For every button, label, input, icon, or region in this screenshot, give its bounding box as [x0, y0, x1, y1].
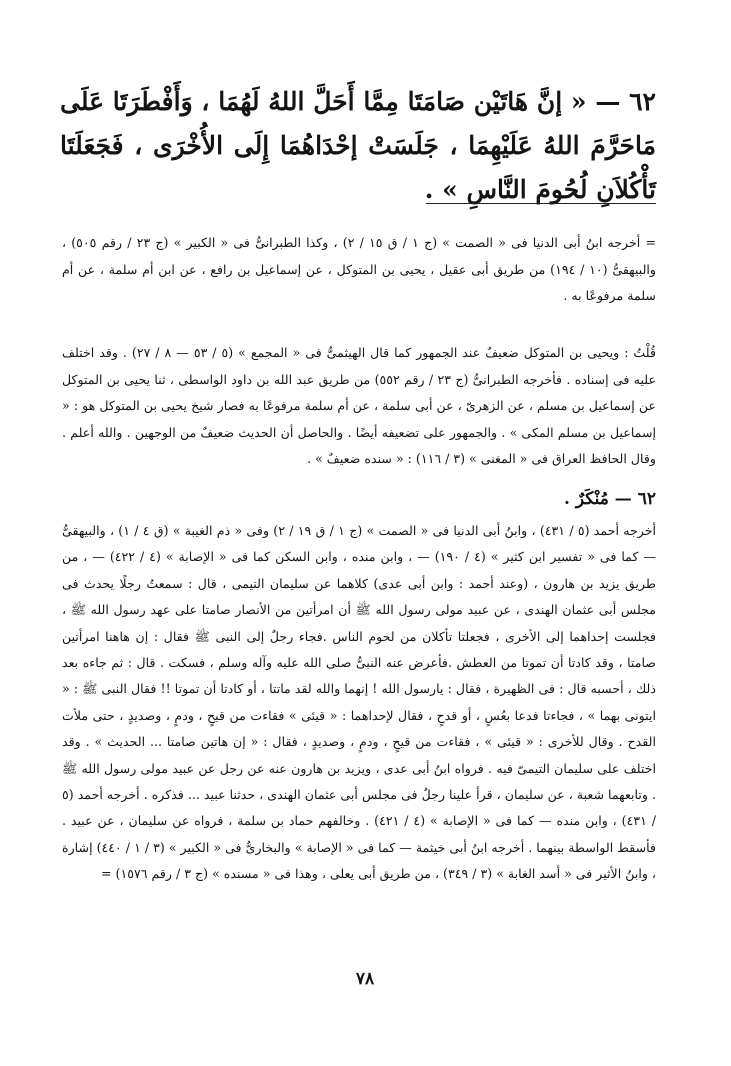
- hadith-number: ٦٢ —: [595, 87, 656, 116]
- footnote-separator: [426, 203, 656, 204]
- hadith-text-block: [60, 80, 656, 212]
- footnote-paragraph-2: قُلْتُ : ويحيى بن المتوكل ضعيفٌ عند الجمهور كما قال الهيثمىُّ فى « المجمع » (٥ / ٥٣ — ٨ / ٢٧) . وقد اختلف عليه فى إسناده . فأخرجه الطبرانىُّ (ج ٢٣ / رقم ٥٥٢) من طريق عبد الله بن داود الواسطى ، ثنا يحيى بن المتوكل عن إسماعيل بن مسلم ، عن الزهرىّ ، عن أبى سلمة ، عن أم سلمة مرفوعًا به فصار شيخ يحيى بن المتوكل هو : « إسماعيل بن مسلم المكى » . والجمهور على تضعيفه أيضًا . والحاصل أن الحديث ضعيفٌ من الوجهين . والله أعلم . وقال الحافظ العراق فى « المغنى » (٣ / ١١٦) : « سنده ضعيفٌ » .: [62, 345, 656, 466]
- footnote-paragraph-1: = أخرجه ابنُ أبى الدنيا فى « الصمت » (ج ١ / ق ١٥ / ٢) ، وكذا الطبرانىُّ فى « الكبير » (ج ٢٣ / رقم ٥٠٥) ، والبيهقىُّ (١٠ / ١٩٤) من طريق أبى عقيل ، يحيى بن المتوكل ، عن إسماعيل بن رافع ، عن ابن أم سلمة ، عن أم سلمة مرفوعًا به .: [62, 235, 657, 303]
- grading-heading: ٦٢ — مُنْكَرٌ .: [564, 489, 656, 509]
- takhrij-paragraph: أخرجه أحمد (٥ / ٤٣١) ، وابنُ أبى الدنيا فى « الصمت » (ج ١ / ق ١٩ / ٢) وفى « ذم الغيبة » (ق ٤ / ١) ، والبيهقىُّ — كما فى « تفسير ابن كثير » (٤ / ١٩٠) — ، وابن منده ، وابن السكن كما فى « الإصابة » (٤ / ٤٢٢) — ، من طريق يزيد بن هارون ، (وعند أحمد : وابن أبى عدى) كلاهما عن سليمان التيمى ، قال : سمعتُ رجلًا يحدث فى مجلس أبى عثمان الهندى ، عن عبيد مولى رسول الله ﷺ أن امرأتين من الأنصار صامتا على عهد رسول الله ﷺ ، فجلست إحداهما إلى الأخرى ، فجعلتا تأكلان من لحوم الناس .فجاء رجلٌ إلى النبى ﷺ فقال : إن هاهنا امرأتين صامتا ، وقد كادتا أن تموتا من العطش .فأعرض عنه النبىُّ صلى الله عليه وآله وسلم ، فسكت . قال : ثم جاءه بعد ذلك ، أحسبه قال : فى الظهيرة ، فقال : يارسول الله ! إنهما والله لقد ماتتا ، أو كادتا أن تموتا !! فقال النبى ﷺ : « ايتونى بهما » ، فجاءتا فدعا بعُسٍ ، أو قدحٍ ، فقال لإحداهما : « قيئى » فقاءت من قيحٍ ، ودمٍ ، وصديدٍ ، حتى ملأت القدح . وقال للأخرى : « قيئى » ، فقاءت من قيحٍ ، ودمٍ ، وصديدٍ ، فقال : « إن هاتين صامتا ... الحديث » . وقد اختلف على سليمان التيمىّ فيه . فرواه ابنُ أبى عدى ، ويزيد بن هارون عنه عن رجل عن عبيد مولى رسول الله ﷺ . وتابعهما شعبة ، عن سليمان ، قرأ علينا رجلٌ فى مجلس أبى عثمان الهندى ، حدثنا عبيد ... فذكره . أخرجه أحمد (٥ / ٤٣١) ، وابن منده — كما فى « الإصابة » (٤ / ٤٢١) . وخالفهم حماد بن سلمة ، فرواه عن سليمان ، عن عبيد . فأسقط الواسطة بينهما . أخرجه ابنُ أبى خيثمة — كما فى « الإصابة » والبخارىُّ فى « الكبير » (٣ / ١ / ٤٤٠) إشارة ، وابنُ الأثير فى « أسد الغابة » (٣ / ٣٤٩) ، من طريق أبى يعلى ، وهذا فى « مسنده » (ج ٣ / رقم ١٥٧٦) =: [62, 523, 657, 882]
- page-number: ٧٨: [355, 969, 375, 989]
- hadith-text: « إنَّ هَاتَيْن صَامَتَا مِمَّا أَحَلَّ اللهُ لَهُمَا ، وَأَفْطَرَتَا عَلَى مَاحَرَّمَ اللهُ عَلَيْهِمَا ، جَلَسَتْ إحْدَاهُمَا إِلَى الأُخْرَى ، فَجَعَلَتَا تَأْكُلاَنِ لُحُومَ النَّاسِ » .: [60, 87, 656, 204]
